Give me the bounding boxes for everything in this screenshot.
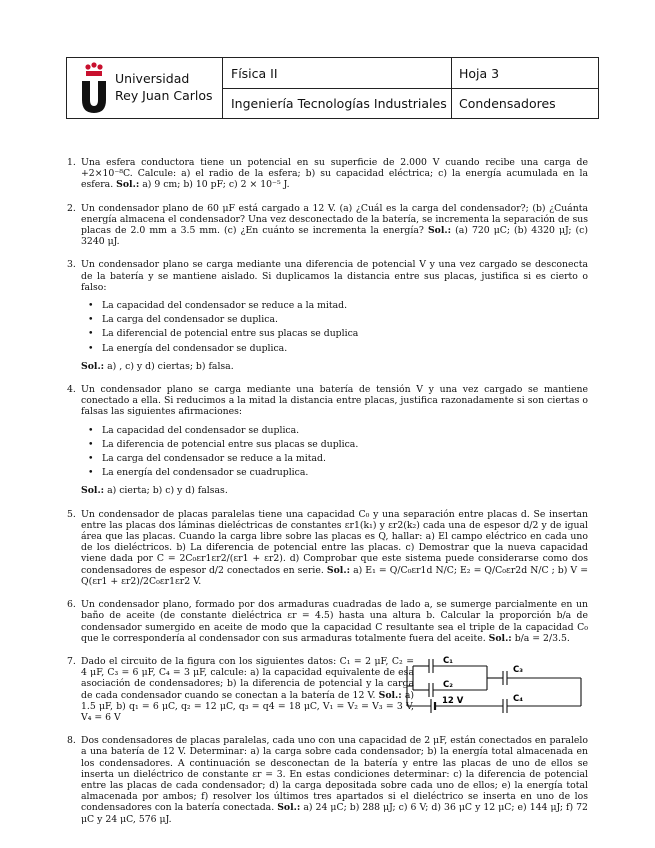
solution bbox=[81, 361, 588, 372]
solution-text: a) cierta; b) c) y d) falsas. bbox=[107, 485, 228, 497]
solution-label: Sol.: bbox=[81, 485, 105, 497]
statement-list bbox=[81, 300, 588, 354]
solution-text: a) 9 cm; b) 10 pF; c) 2 × 10⁻⁵ J. bbox=[142, 179, 290, 191]
list-item: • La carga del condensador se duplica. bbox=[88, 314, 588, 325]
problem-text: Un condensador plano se carga mediante una batería de tensión V y una vez cargado se mantiene conectado a ella. Si reducimos a la mitad la distancia entre placas, justifica razonadamente si son ciertas o falsas las siguientes afirmaciones: bbox=[81, 384, 588, 418]
topic-name: Condensadores bbox=[459, 96, 556, 111]
solution-label: Sol.: bbox=[116, 179, 140, 191]
solution-text: a) , c) y d) ciertas; b) falsa. bbox=[107, 360, 234, 372]
problem-1: 1. Una esfera conductora tiene un potencial en su superficie de 2.000 V cuando recibe una carga de +2×10⁻⁸C. Calcule: a) el radio de la esfera; b) su capacidad eléctrica; c) la energía acumulada en la esfera. Sol.: a) 9 cm; b) 10 pF; c) 2 × 10⁻⁵ J. bbox=[67, 157, 588, 191]
problem-2: 2. Un condensador plano de 60 μF está cargado a 12 V. (a) ¿Cuál es la carga del condensador?; (b) ¿Cuánta energía almacena el condensador? Una vez desconectado de la batería, se incrementa la separación de sus placas de 2.0 mm a 3.5 mm. (c) ¿En cuánto se incrementa la energía? Sol.: (a) 720 μC; (b) 4320 μJ; (c) 3240 μJ. bbox=[67, 202, 588, 248]
problem-text: Dado el circuito de la figura con los siguientes datos: C₁ = 2 μF, C₂ = 4 μF, C₃ = 6 μF, C₄ = 3 μF, calcule: a) la capacidad equivalente de esa asociación de condensadores; b) la diferencia de potencial y la carga de cada condensador cuando se conectan a la batería de 12 V. bbox=[81, 655, 414, 701]
capacitor-circuit-diagram bbox=[405, 652, 589, 716]
university-name-line2: Rey Juan Carlos bbox=[115, 88, 213, 103]
problem-text: Un condensador plano se carga mediante una diferencia de potencial V y una vez cargado se desconecta de la batería y se mantiene aislado. Si duplicamos la distancia entre sus placas, justifica si es cierto o falso: bbox=[81, 259, 588, 293]
list-item: • La energía del condensador se cuadruplica. bbox=[88, 467, 588, 478]
solution-text: b/a = 2/3.5. bbox=[514, 632, 570, 644]
university-name-line1: Universidad bbox=[115, 71, 190, 86]
c4-label: C₄ bbox=[513, 693, 523, 704]
list-item: • La diferencia de potencial entre sus placas se duplica. bbox=[88, 439, 588, 450]
list-item: • La capacidad del condensador se reduce a la mitad. bbox=[88, 300, 588, 311]
solution-label: Sol.: bbox=[326, 564, 351, 576]
university-logo-icon bbox=[77, 62, 111, 114]
problem-7: 7. Dado el circuito de la figura con los siguientes datos: C₁ = 2 μF, C₂ = 4 μF, C₃ = 6 μF, C₄ = 3 μF, calcule: a) la capacidad equivalente de esa asociación de condensadores; b) la diferencia de potencial y la carga de cada condensador cuando se conectan a la batería de 12 V. Sol.: a) 1.5 μF, b) q₁ = 6 μC, q₂ = 12 μC, q₃ = q4 = 18 μC, V₁ = V₂ = V₃ = 3 V, V₄ = 6 V C₁ C₂ C₃ 12 V C₄ bbox=[64, 656, 588, 723]
subject-title: Física II bbox=[231, 66, 278, 81]
problem-5: 5. Un condensador de placas paralelas tiene una capacidad C₀ y una separación entre placas d. Se insertan entre las placas dos láminas dieléctricas de constantes εr1(k₁) y εr2(k₂) cada una de espesor d/2 y de igual área que las placas. Cuando la carga libre sobre las placas es Q, hallar: a) El campo eléctrico en cada uno de los dieléctricos. b) La diferencia de potencial entre las placas. c) Demostrar que la nueva capacidad viene dada por C = 2C₀εr1εr2/(εr1 + εr2). d) Comprobar que este sistema puede considerarse como dos condensadores de espesor d/2 conectados en serie. Sol.: a) E₁ = Q/C₀εr1d N/C; E₂ = Q/C₀εr2d N/C ; b) V = Q(εr1 + εr2)/2C₀εr1εr2 V. bbox=[67, 508, 588, 587]
solution-text: a) E₁ = Q/C₀εr1d N/C; E₂ = Q/C₀εr2d N/C ; b) V = Q(εr1 + εr2)/2C₀εr1εr2 V. bbox=[81, 564, 588, 587]
c3-label: C₃ bbox=[513, 664, 523, 675]
c1-label: C₁ bbox=[443, 655, 453, 666]
problem-text: Un condensador de placas paralelas tiene una capacidad C₀ y una separación entre placas d. Se insertan entre las placas dos láminas dieléctricas de constantes εr1(k₁) y εr2(k₂) cada una de espesor d/2 y de igual área que las placas. Cuando la carga libre sobre las placas es Q, hallar: a) El campo eléctrico en cada uno de los dieléctricos. b) La diferencia de potencial entre las placas. c) Demostrar que la nueva capacidad viene dada por C = 2C₀εr1εr2/(εr1 + εr2). d) Comprobar que este sistema puede considerarse como dos condensadores de espesor d/2 conectados en serie. bbox=[81, 508, 588, 576]
solution-text: (a) 720 μC; (b) 4320 μJ; (c) 3240 μJ. bbox=[81, 225, 588, 248]
solution bbox=[81, 485, 588, 496]
solution-text: a) 1.5 μF, b) q₁ = 6 μC, q₂ = 12 μC, q₃ = q4 = 18 μC, V₁ = V₂ = V₃ = 3 V, V₄ = 6 V bbox=[81, 689, 414, 723]
header-table bbox=[66, 57, 599, 119]
statement-list bbox=[81, 425, 588, 479]
problem-list bbox=[64, 157, 588, 837]
solution-label: Sol.: bbox=[81, 360, 105, 372]
problem-4: 4. Un condensador plano se carga mediante una batería de tensión V y una vez cargado se mantiene conectado a ella. Si reducimos a la mitad la distancia entre placas, justifica razonadamente si son ciertas o falsas las siguientes afirmaciones: • La capacidad del condensador se duplica. • La diferencia de potencial entre sus placas se duplica. • La carga del condensador se reduce a la mitad. • La energía del condensador se cuadruplica. Sol.: a) cierta; b) c) y d) falsas. bbox=[64, 384, 588, 497]
solution-label: Sol.: bbox=[277, 802, 301, 814]
problem-8: 8. Dos condensadores de placas paralelas, cada uno con una capacidad de 2 μF, están conectados en paralelo a una batería de 12 V. Determinar: a) la carga sobre cada condensador; b) la energía total almacenada en los condensadores. A continuación se desconectan de la batería y entre las placas de uno de ellos se inserta un dieléctrico de constante εr = 3. En estas condiciones determinar: c) la diferencia de potencial entre las placas de cada condensador; d) la carga depositada sobre cada uno de ellos; e) la energía total almacenada por ambos; f) resolver los últimos tres apartados si el dieléctrico se inserta en uno de los condensadores con la batería conectada. Sol.: a) 24 μC; b) 288 μJ; c) 6 V; d) 36 μC y 12 μC; e) 144 μJ; f) 72 μC y 24 μC, 576 μJ. bbox=[67, 735, 588, 825]
degree-name: Ingeniería Tecnologías Industriales bbox=[231, 96, 447, 111]
list-item: • La carga del condensador se reduce a la mitad. bbox=[88, 453, 588, 464]
sheet-number: Hoja 3 bbox=[459, 66, 500, 81]
battery-label: 12 V bbox=[442, 695, 464, 706]
solution-label: Sol.: bbox=[378, 689, 402, 701]
problem-6: 6. Un condensador plano, formado por dos armaduras cuadradas de lado a, se sumerge parcialmente en un baño de aceite (de constante dieléctrica εr = 4.5) hasta una altura b. Calcular la proporción b/a de condensador sumergido en aceite de modo que la capacidad C resultante sea el triple de la capacidad C₀ que le correspondería al condensador con sus armaduras totalmente fuera del aceite. Sol.: b/a = 2/3.5. bbox=[67, 599, 588, 644]
list-item: • La diferencial de potencial entre sus placas se duplica bbox=[88, 328, 588, 339]
problem-text: Una esfera conductora tiene un potencial en su superficie de 2.000 V cuando recibe una carga de +2×10⁻⁸C. Calcule: a) el radio de la esfera; b) su capacidad eléctrica; c) la energía acumulada en la esfera. bbox=[81, 157, 588, 191]
solution-label: Sol.: bbox=[488, 632, 512, 644]
problem-text: Dos condensadores de placas paralelas, cada uno con una capacidad de 2 μF, están conectados en paralelo a una batería de 12 V. Determinar: a) la carga sobre cada condensador; b) la energía total almacenada en los condensadores. A continuación se desconectan de la batería y entre las placas de uno de ellos se inserta un dieléctrico de constante εr = 3. En estas condiciones determinar: c) la diferencia de potencial entre las placas de cada condensador; d) la carga depositada sobre cada uno de ellos; e) la energía total almacenada por ambos; f) resolver los últimos tres apartados si el dieléctrico se inserta en uno de los condensadores con la batería conectada. bbox=[81, 735, 588, 814]
problem-text: Un condensador plano de 60 μF está cargado a 12 V. (a) ¿Cuál es la carga del condensador?; (b) ¿Cuánta energía almacena el condensador? Una vez desconectado de la batería, se incrementa la separación de sus placas de 2.0 mm a 3.5 mm. (c) ¿En cuánto se incrementa la energía? bbox=[81, 202, 588, 237]
solution-label: Sol.: bbox=[427, 225, 452, 237]
problem-3: 3. Un condensador plano se carga mediante una diferencia de potencial V y una vez cargado se desconecta de la batería y se mantiene aislado. Si duplicamos la distancia entre sus placas, justifica si es cierto o falso: • La capacidad del condensador se reduce a la mitad. • La carga del condensador se duplica. • La diferencial de potencial entre sus placas se duplica • La energía del condensador se duplica. Sol.: a) , c) y d) ciertas; b) falsa. bbox=[64, 259, 588, 372]
list-item: • La energía del condensador se duplica. bbox=[88, 343, 588, 354]
c2-label: C₂ bbox=[443, 679, 453, 690]
solution-text: a) 24 μC; b) 288 μJ; c) 6 V; d) 36 μC y 12 μC; e) 144 μJ; f) 72 μC y 24 μC, 576 μJ. bbox=[81, 802, 588, 825]
list-item: • La capacidad del condensador se duplica. bbox=[88, 425, 588, 436]
problem-text: Un condensador plano, formado por dos armaduras cuadradas de lado a, se sumerge parcialmente en un baño de aceite (de constante dieléctrica εr = 4.5) hasta una altura b. Calcular la proporción b/a de condensador sumergido en aceite de modo que la capacidad C resultante sea el triple de la capacidad C₀ que le correspondería al condensador con sus armaduras totalmente fuera del aceite. bbox=[81, 599, 588, 644]
